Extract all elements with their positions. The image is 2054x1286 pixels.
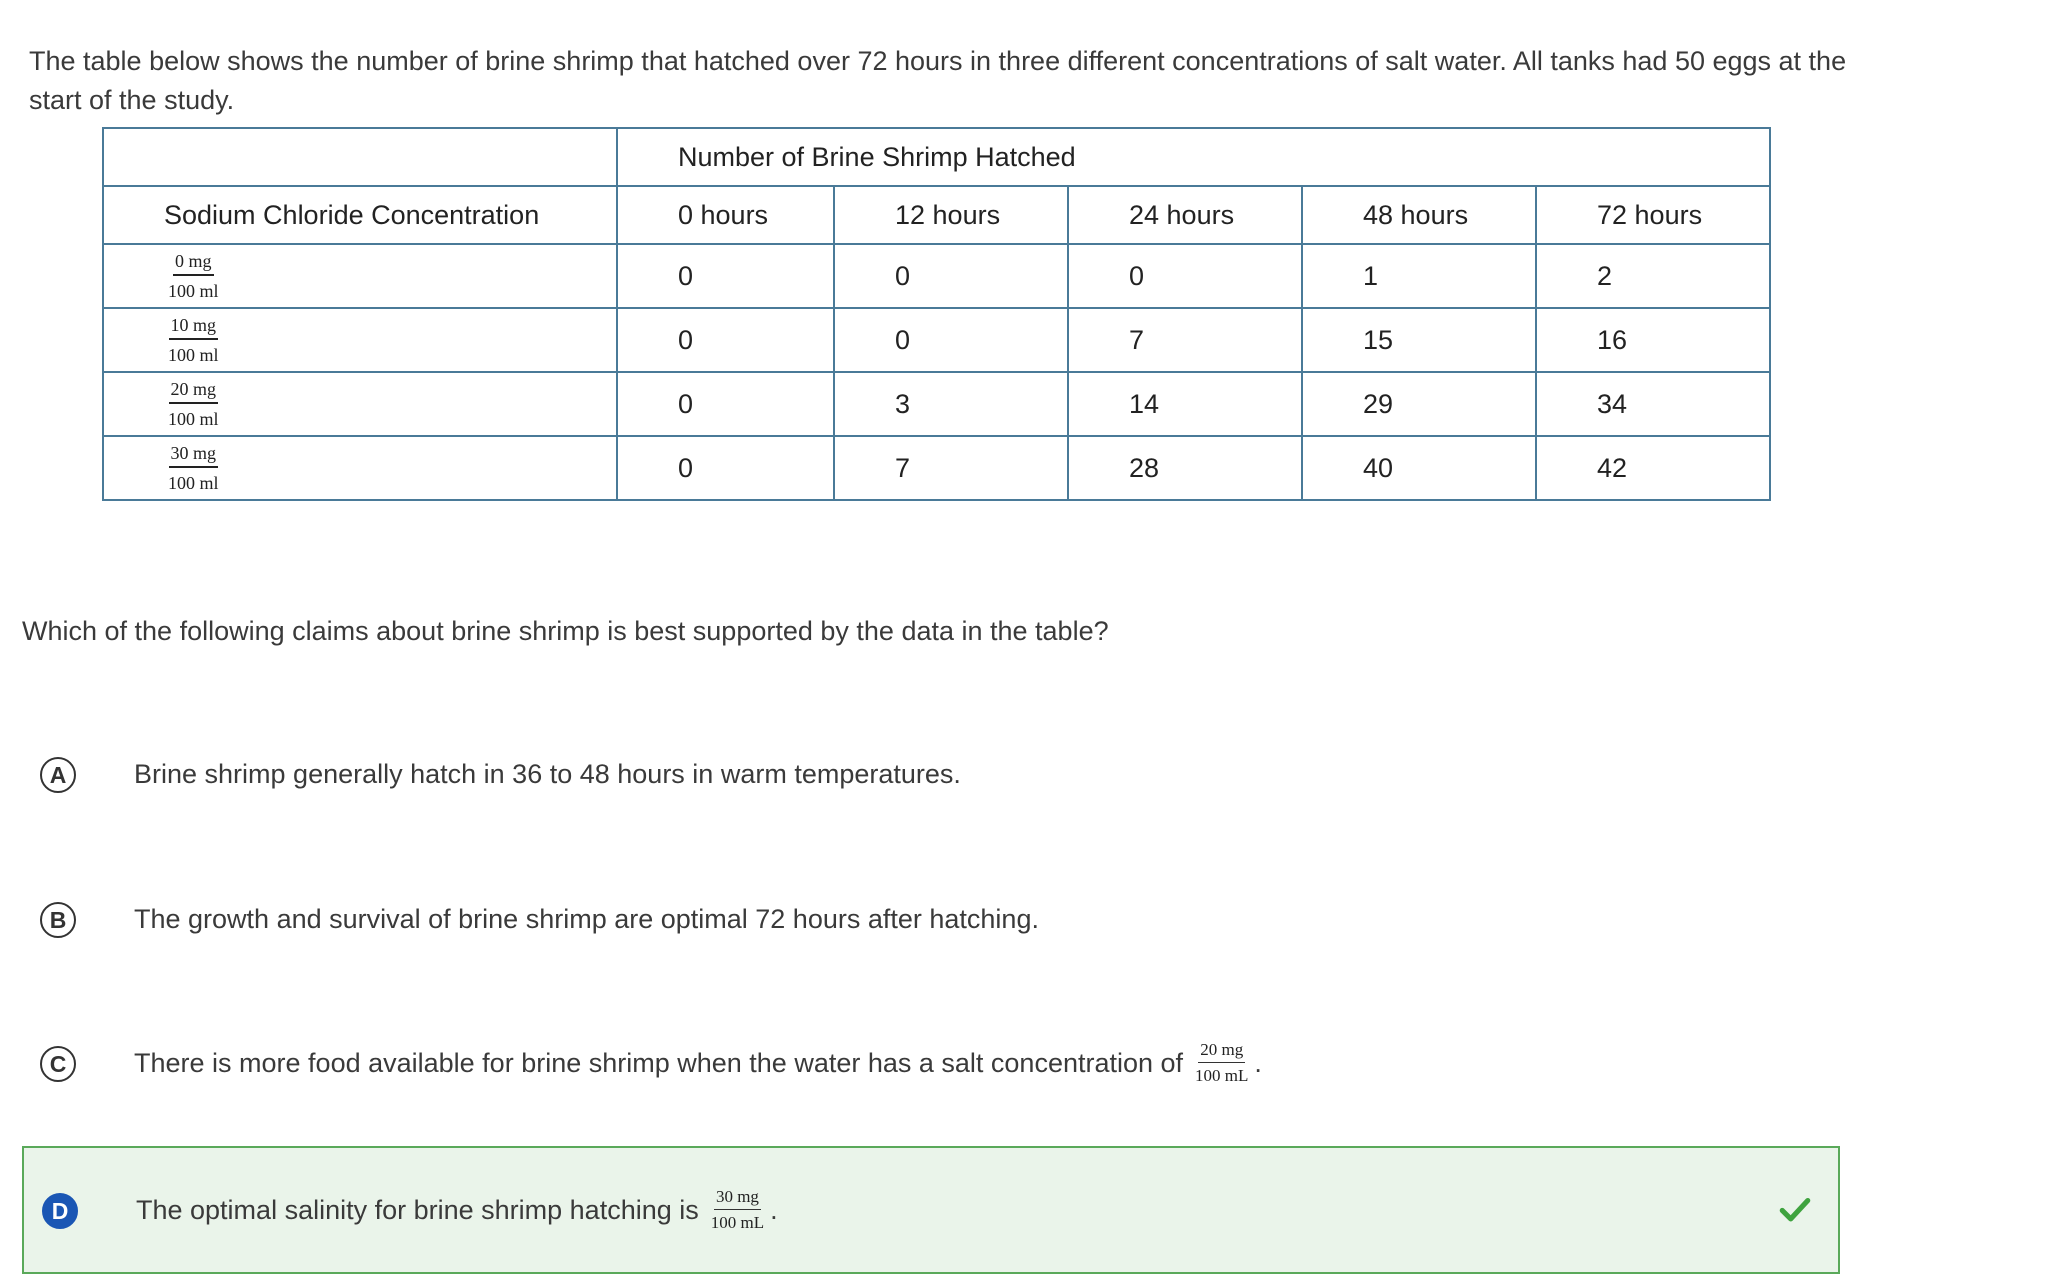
- fraction-denominator: 100 ml: [168, 344, 219, 365]
- table-row: [103, 436, 1770, 500]
- table-cell: 14: [1068, 372, 1302, 436]
- choice-letter-badge: D: [42, 1193, 78, 1229]
- table-cell: 15: [1302, 308, 1536, 372]
- concentration-cell: [103, 308, 617, 372]
- column-header: 24 hours: [1068, 186, 1302, 244]
- choice-text: [136, 1148, 778, 1272]
- table-cell: 0: [617, 436, 834, 500]
- table-cell: 34: [1536, 372, 1770, 436]
- fraction-denominator: 100 ml: [168, 408, 219, 429]
- fraction-numerator: 20 mg: [1198, 1040, 1245, 1063]
- table-row: [103, 244, 1770, 308]
- concentration-cell: [103, 372, 617, 436]
- choice-text: [134, 712, 961, 836]
- column-header: 48 hours: [1302, 186, 1536, 244]
- fraction-numerator: 30 mg: [169, 442, 219, 468]
- choice-text-content: Brine shrimp generally hatch in 36 to 48 hours in warm temperatures.: [134, 758, 961, 789]
- table-cell: 0: [834, 244, 1068, 308]
- row-header-label: Sodium Chloride Concentration: [103, 186, 617, 244]
- fraction-numerator: 0 mg: [173, 250, 214, 276]
- column-header: 12 hours: [834, 186, 1068, 244]
- choice-letter-badge: B: [40, 902, 76, 938]
- table-cell: 0: [1068, 244, 1302, 308]
- table-cell: 7: [834, 436, 1068, 500]
- fraction-denominator: 100 mL: [1195, 1066, 1249, 1085]
- table-cell: 3: [834, 372, 1068, 436]
- choice-text-content: There is more food available for brine shrimp when the water has a salt concentration of: [134, 1047, 1184, 1078]
- fraction-denominator: 100 mL: [710, 1213, 765, 1232]
- checkmark-icon: [1778, 1192, 1812, 1226]
- fraction-numerator: 20 mg: [169, 378, 219, 404]
- table-cell: 7: [1068, 308, 1302, 372]
- column-header: 72 hours: [1536, 186, 1770, 244]
- question-prompt: Which of the following claims about brine shrimp is best supported by the data in the table?: [22, 616, 1109, 646]
- choice-letter-badge: A: [40, 757, 76, 793]
- choice-text-content: The optimal salinity for brine shrimp hatching is: [136, 1194, 699, 1225]
- table-cell: 40: [1302, 436, 1536, 500]
- answer-choice-a[interactable]: [22, 712, 1840, 840]
- table-corner-cell: [103, 128, 617, 186]
- choice-suffix: .: [1254, 1047, 1262, 1078]
- answer-choice-b[interactable]: [22, 857, 1840, 985]
- answer-choice-c[interactable]: [22, 1001, 1840, 1129]
- concentration-cell: [103, 436, 617, 500]
- table-cell: 1: [1302, 244, 1536, 308]
- fraction-numerator: 30 mg: [714, 1187, 761, 1210]
- choice-suffix: .: [770, 1194, 778, 1225]
- table-cell: 0: [834, 308, 1068, 372]
- fraction-denominator: 100 ml: [168, 280, 219, 301]
- answer-choice-d[interactable]: [22, 1146, 1840, 1274]
- table-cell: 29: [1302, 372, 1536, 436]
- table-cell: 0: [617, 244, 834, 308]
- hatch-data-table: [102, 127, 1771, 501]
- table-group-header: Number of Brine Shrimp Hatched: [617, 128, 1770, 186]
- table-cell: 42: [1536, 436, 1770, 500]
- choice-text: [134, 857, 1039, 981]
- column-header: 0 hours: [617, 186, 834, 244]
- table-cell: 0: [617, 372, 834, 436]
- concentration-cell: [103, 244, 617, 308]
- table-cell: 0: [617, 308, 834, 372]
- choice-text: [134, 1001, 1262, 1125]
- question-stem: The table below shows the number of brine shrimp that hatched over 72 hours in three different concentrations of salt water. All tanks had 50 eggs at the start of the study.: [29, 46, 1847, 115]
- choice-letter-badge: C: [40, 1046, 76, 1082]
- choice-fraction: [1193, 1040, 1250, 1086]
- concentration-fraction: [166, 314, 221, 367]
- table-cell: 2: [1536, 244, 1770, 308]
- choice-fraction: [709, 1187, 766, 1233]
- concentration-fraction: [166, 378, 221, 431]
- fraction-numerator: 10 mg: [169, 314, 219, 340]
- table-row: [103, 372, 1770, 436]
- table-row: [103, 308, 1770, 372]
- concentration-fraction: [166, 442, 221, 495]
- fraction-denominator: 100 ml: [168, 472, 219, 493]
- choice-text-content: The growth and survival of brine shrimp are optimal 72 hours after hatching.: [134, 903, 1039, 934]
- table-cell: 16: [1536, 308, 1770, 372]
- concentration-fraction: [166, 250, 221, 303]
- table-cell: 28: [1068, 436, 1302, 500]
